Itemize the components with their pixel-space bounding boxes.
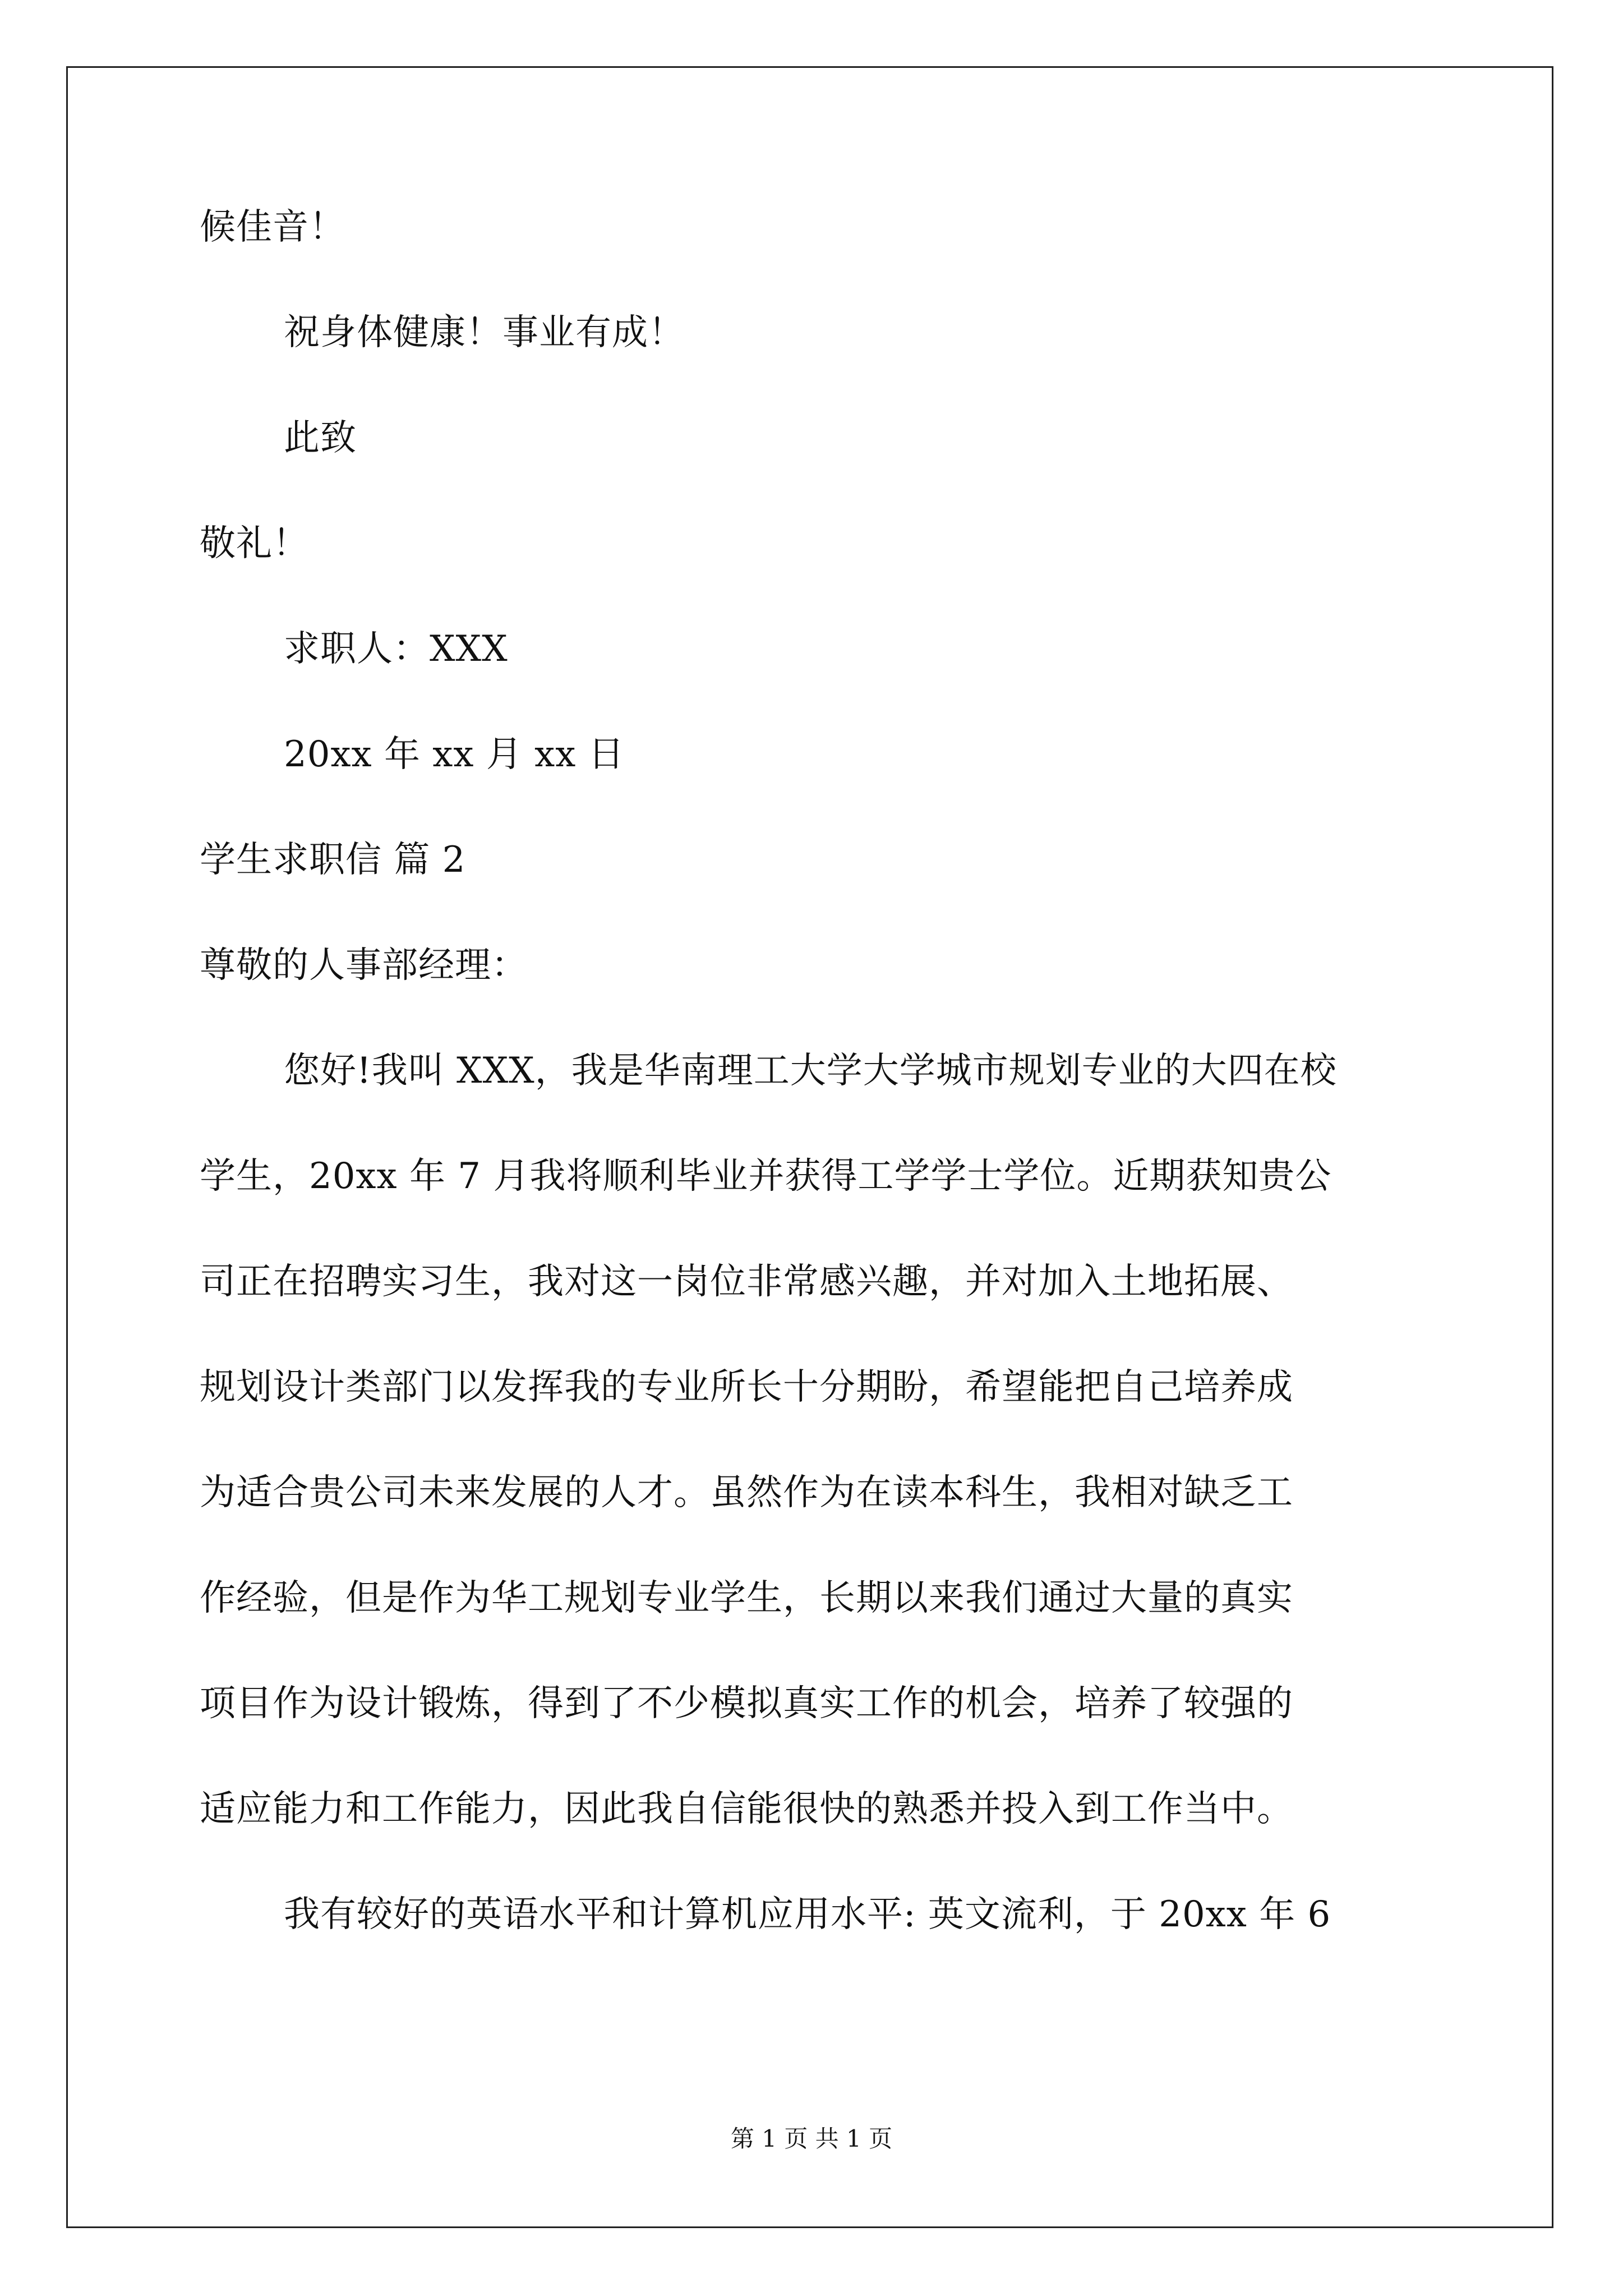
paragraph-line: 项目作为设计锻炼，得到了不少模拟真实工作的机会，培养了较强的 [200,1683,1293,1724]
paragraph-line: 规划设计类部门以发挥我的专业所长十分期盼，希望能把自己培养成 [200,1366,1293,1408]
section-title: 学生求职信 篇 2 [200,839,466,881]
text-line-closing-wait: 候佳音！ [200,206,345,248]
document-body [200,201,1439,1994]
paragraph-line: 适应能力和工作能力，因此我自信能很快的熟悉并投入到工作当中。 [200,1788,1293,1830]
paragraph-line: 司正在招聘实习生，我对这一岗位非常感兴趣，并对加入土地拓展、 [200,1261,1293,1303]
page-footer: 第 1 页 共 1 页 [730,2125,893,2152]
text-line-salutation-ci-zhi: 此致 [284,417,357,459]
paragraph-intro [200,1045,1439,1835]
paragraph-skills [200,1888,1439,1941]
paragraph-line: 为适合贵公司未来发展的人才。虽然作为在读本科生，我相对缺乏工 [200,1472,1293,1513]
paragraph-line: 作经验，但是作为华工规划专业学生，长期以来我们通过大量的真实 [200,1577,1293,1619]
paragraph-line: 我有较好的英语水平和计算机应用水平: 英文流利，于 20xx 年 6 [284,1894,1331,1935]
text-line-salutation-jing-li: 敬礼！ [200,523,309,564]
letter-greeting: 尊敬的人事部经理： [200,945,528,986]
text-line-wishes: 祝身体健康！事业有成！ [284,312,685,353]
text-line-date: 20xx 年 xx 月 xx 日 [284,734,625,775]
paragraph-line: 您好!我叫 XXX，我是华南理工大学大学城市规划专业的大四在校 [284,1050,1337,1092]
paragraph-line: 学生，20xx 年 7 月我将顺利毕业并获得工学学士学位。近期获知贵公 [200,1156,1332,1197]
text-line-applicant: 求职人：XXX [284,628,508,670]
